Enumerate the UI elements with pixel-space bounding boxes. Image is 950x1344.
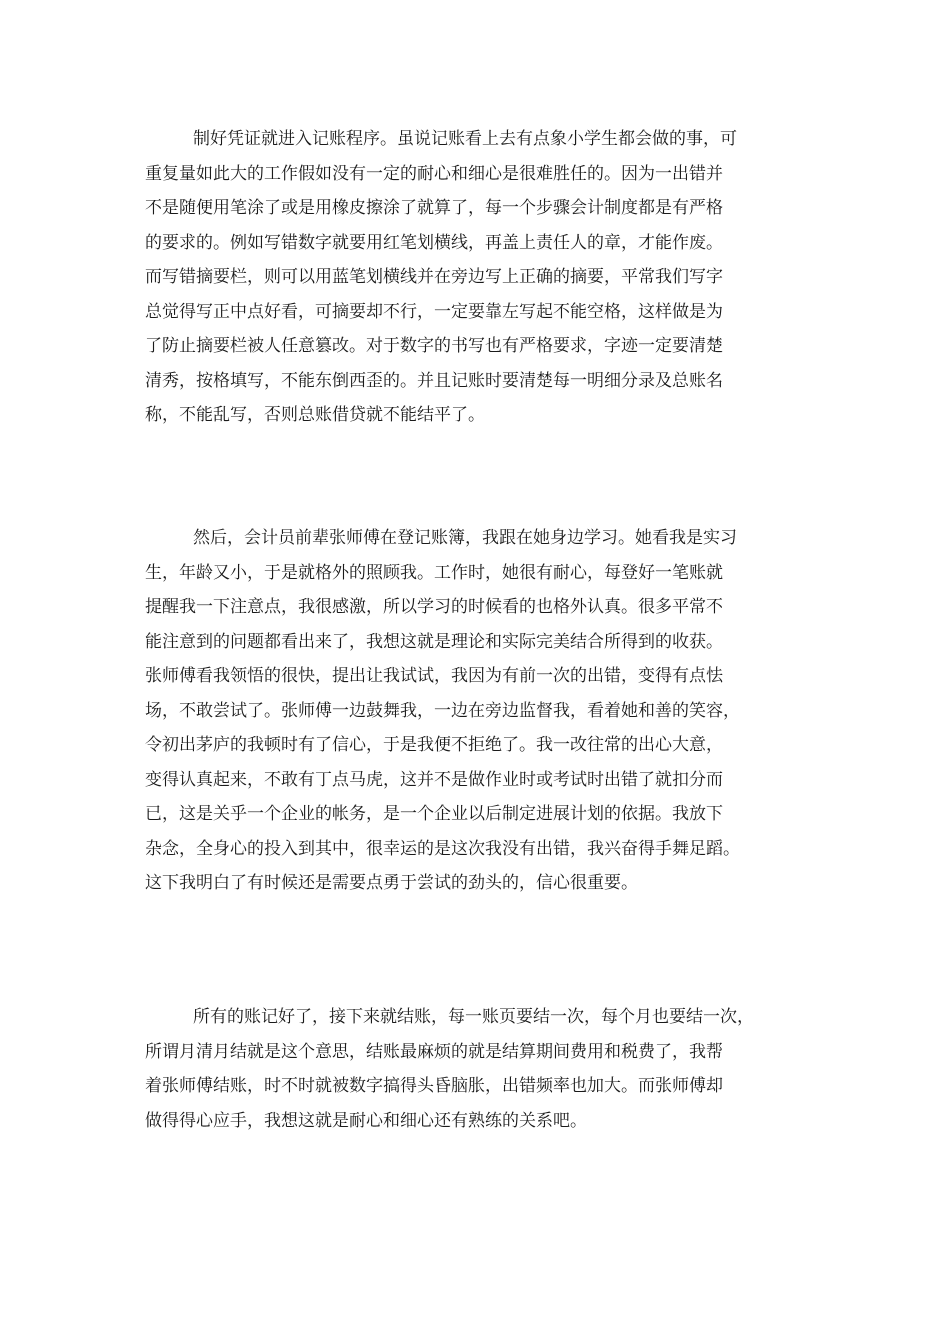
paragraph-line: 张师傅看我领悟的很快，提出让我试试，我因为有前一次的出错，变得有点怯 — [145, 666, 723, 686]
paragraph-line: 这下我明白了有时候还是需要点勇于尝试的劲头的，信心很重要。 — [145, 873, 638, 893]
paragraph-line: 提醒我一下注意点，我很感激，所以学习的时候看的也格外认真。很多平常不 — [145, 597, 723, 617]
paragraph-line: 的要求的。例如写错数字就要用红笔划横线，再盖上责任人的章，才能作废。 — [145, 232, 723, 253]
paragraph-line: 变得认真起来，不敢有丁点马虎，这并不是做作业时或考试时出错了就扣分而 — [145, 769, 723, 790]
paragraph-ledger-learning — [145, 521, 815, 901]
paragraph-line: 总觉得写正中点好看，可摘要却不行，一定要靠左写起不能空格，这样做是为 — [145, 301, 723, 322]
paragraph-line: 杂念，全身心的投入到其中，很幸运的是这次我没有出错，我兴奋得手舞足蹈。 — [145, 838, 740, 859]
paragraph-line: 生，年龄又小，于是就格外的照顾我。工作时，她很有耐心，每登好一笔账就 — [145, 562, 723, 583]
paragraph-line: 令初出茅庐的我顿时有了信心，于是我便不拒绝了。我一改往常的出心大意， — [145, 735, 723, 755]
paragraph-line: 场，不敢尝试了。张师傅一边鼓舞我，一边在旁边监督我，看着她和善的笑容， — [145, 700, 740, 721]
paragraph-line: 做得得心应手，我想这就是耐心和细心还有熟练的关系吧。 — [145, 1110, 587, 1131]
paragraph-line: 着张师傅结账，时不时就被数字搞得头昏脑胀，出错频率也加大。而张师傅却 — [145, 1076, 723, 1096]
paragraph-line: 不是随便用笔涂了或是用橡皮擦涂了就算了，每一个步骤会计制度都是有严格 — [145, 198, 723, 218]
paragraph-closing-accounts — [145, 1000, 815, 1138]
paragraph-line: 然后，会计员前辈张师傅在登记账簿，我跟在她身边学习。她看我是实习 — [193, 528, 737, 548]
paragraph-line: 制好凭证就进入记账程序。虽说记账看上去有点象小学生都会做的事，可 — [193, 129, 737, 149]
paragraph-line: 能注意到的问题都看出来了，我想这就是理论和实际完美结合所得到的收获。 — [145, 631, 723, 652]
paragraph-line: 称，不能乱写，否则总账借贷就不能结平了。 — [145, 405, 485, 425]
paragraph-line: 所有的账记好了，接下来就结账，每一账页要结一次，每个月也要结一次， — [193, 1007, 754, 1027]
paragraph-line: 而写错摘要栏，则可以用蓝笔划横线并在旁边写上正确的摘要，平常我们写字 — [145, 267, 723, 287]
paragraph-line: 所谓月清月结就是这个意思，结账最麻烦的就是结算期间费用和税费了，我帮 — [145, 1041, 723, 1062]
paragraph-line: 已，这是关乎一个企业的帐务，是一个企业以后制定进展计划的依据。我放下 — [145, 804, 723, 824]
paragraph-line: 了防止摘要栏被人任意篡改。对于数字的书写也有严格要求，字迹一定要清楚 — [145, 336, 723, 356]
paragraph-line: 清秀，按格填写，不能东倒西歪的。并且记账时要清楚每一明细分录及总账名 — [145, 370, 723, 391]
paragraph-bookkeeping — [145, 122, 815, 433]
paragraph-line: 重复量如此大的工作假如没有一定的耐心和细心是很难胜任的。因为一出错并 — [145, 163, 723, 184]
